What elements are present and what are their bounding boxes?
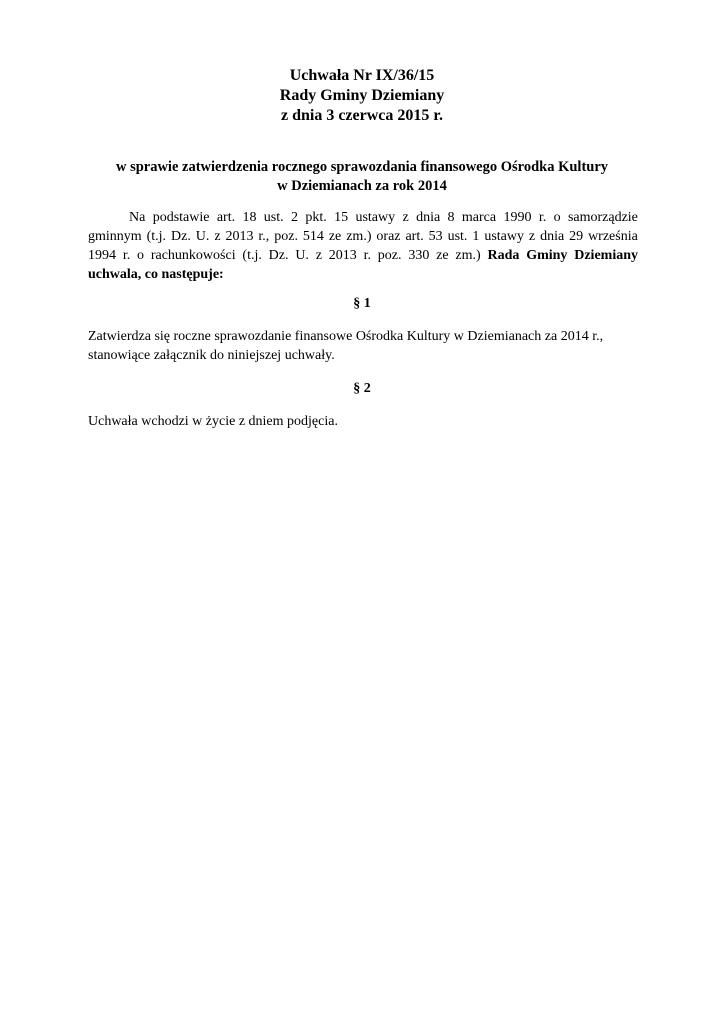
- word: gminnym: [88, 229, 142, 244]
- bold-word: Rada: [487, 248, 520, 263]
- preamble-line-1: [88, 208, 638, 227]
- subject-line-1: w sprawie zatwierdzenia rocznego sprawozdania finansowego Ośrodka Kultury: [115, 159, 609, 175]
- word: r.: [363, 248, 371, 263]
- section-1-line-2: stanowiące załącznik do niniejszej uchwały.: [88, 348, 335, 363]
- word: (t.j.: [146, 229, 167, 244]
- word: 18: [242, 210, 257, 225]
- section-1-paragraph: [88, 327, 638, 365]
- word: 1990: [503, 210, 532, 225]
- word: Na: [129, 210, 146, 225]
- word: dnia: [416, 210, 441, 225]
- word: zm.): [346, 229, 372, 244]
- resolution-title: [0, 66, 724, 126]
- word: dnia: [540, 229, 565, 244]
- word: o: [137, 248, 145, 263]
- resolution-subject: [0, 158, 724, 196]
- word: z: [528, 229, 536, 244]
- word: 8: [447, 210, 455, 225]
- word: r.: [122, 248, 131, 263]
- resolution-date: z dnia 3 czerwca 2015 r.: [280, 107, 444, 124]
- resolution-number: Uchwała Nr IX/36/15: [289, 67, 435, 84]
- section-2-mark: § 2: [353, 381, 371, 396]
- word: poz.: [274, 229, 298, 244]
- word: z: [402, 210, 409, 225]
- word: U.: [195, 229, 210, 244]
- word: z: [214, 229, 221, 244]
- word: samorządzie: [567, 210, 638, 225]
- section-1-line-1: Zatwierdza się roczne sprawozdanie finansowe Ośrodka Kultury w Dziemianach za 2014 r.,: [88, 329, 604, 344]
- word: 29: [569, 229, 584, 244]
- section-1-mark: § 1: [353, 296, 371, 311]
- word: 1994: [88, 248, 116, 263]
- word: art.: [405, 229, 424, 244]
- word: 15: [334, 210, 349, 225]
- word: r.,: [258, 229, 270, 244]
- word: 1: [472, 229, 480, 244]
- preamble-line-3: [88, 246, 638, 265]
- word: podstawie: [152, 210, 210, 225]
- word: z: [315, 248, 322, 263]
- word: art.: [216, 210, 236, 225]
- word: poz.: [377, 248, 402, 263]
- word: 330: [408, 248, 430, 263]
- word: 2013: [225, 229, 254, 244]
- word: ust.: [263, 210, 284, 225]
- word: ust.: [447, 229, 468, 244]
- bold-word: Dziemiany: [574, 248, 638, 263]
- word: ze: [328, 229, 342, 244]
- word: U.: [295, 248, 309, 263]
- word: zm.): [455, 248, 481, 263]
- word: pkt.: [305, 210, 327, 225]
- word: 514: [302, 229, 324, 244]
- word: (t.j.: [242, 248, 262, 263]
- word: oraz: [376, 229, 401, 244]
- word: r.: [538, 210, 547, 225]
- word: 53: [428, 229, 443, 244]
- preamble-line-4: uchwala, co następuje:: [88, 267, 224, 282]
- council-name: Rady Gminy Dziemiany: [279, 87, 445, 104]
- word: o: [553, 210, 561, 225]
- bold-word: Gminy: [526, 248, 568, 263]
- word: marca: [461, 210, 497, 225]
- section-2-line-1: Uchwała wchodzi w życie z dniem podjęcia.: [88, 414, 338, 429]
- word: rachunkowości: [150, 248, 236, 263]
- preamble-paragraph: [88, 208, 638, 284]
- word: Dz.: [171, 229, 191, 244]
- word: ustawy: [355, 210, 396, 225]
- word: ustawy: [484, 229, 524, 244]
- word: ze: [436, 248, 449, 263]
- word: września: [588, 229, 638, 244]
- word: Dz.: [268, 248, 289, 263]
- section-2-paragraph: [88, 412, 638, 431]
- preamble-line-2: [88, 227, 638, 246]
- subject-line-2: w Dziemianach za rok 2014: [277, 178, 447, 194]
- word: 2013: [328, 248, 357, 263]
- word: 2: [291, 210, 298, 225]
